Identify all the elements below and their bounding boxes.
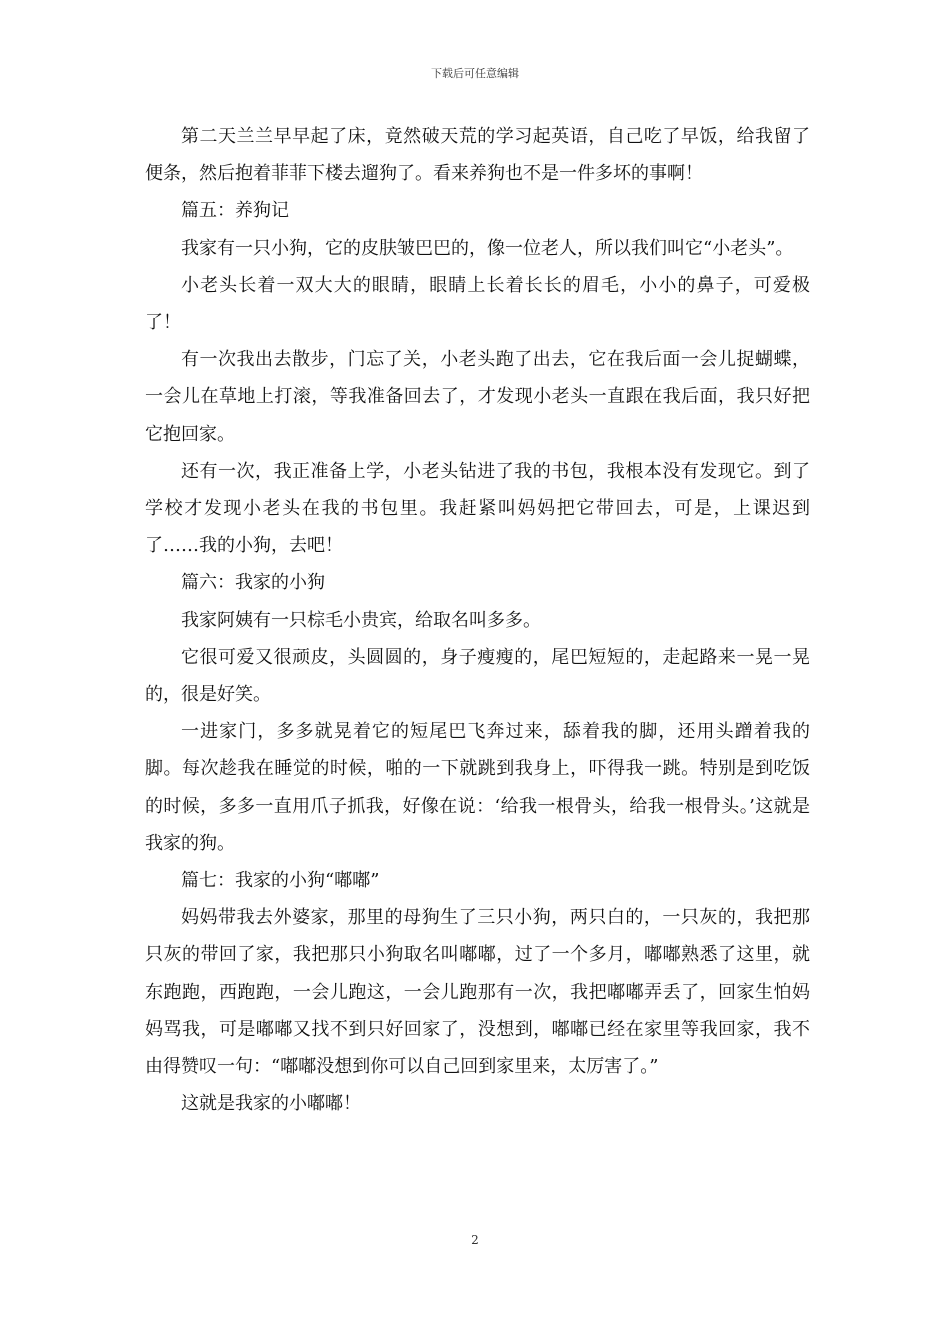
page-header: 下载后可任意编辑 [431, 67, 519, 80]
paragraph: 这就是我家的小嘟嘟！ [181, 1093, 361, 1115]
section-heading-7: 篇七：我家的小狗“嘟嘟” [181, 870, 380, 892]
document-body [145, 118, 810, 1122]
paragraph: 我家有一只小狗，它的皮肤皱巴巴的，像一位老人，所以我们叫它“小老头”。 [181, 237, 794, 259]
paragraph: 有一次我出去散步，门忘了关，小老头跑了出去，它在我后面一会儿捉蝴蝶，一会儿在草地上打滚，等我准备回去了，才发现小老头一直跟在我后面，我只好把它抱回家。 [145, 349, 810, 445]
paragraph: 一进家门，多多就晃着它的短尾巴飞奔过来，舔着我的脚，还用头蹭着我的脚。每次趁我在睡觉的时候，啪的一下就跳到我身上，吓得我一跳。特别是到吃饭的时候，多多一直用爪子抓我，好像在说：‘给我一根骨头，给我一根骨头。’这就是我家的狗。 [145, 721, 810, 854]
paragraph: 我家阿姨有一只棕毛小贵宾，给取名叫多多。 [181, 609, 541, 631]
paragraph: 妈妈带我去外婆家，那里的母狗生了三只小狗，两只白的，一只灰的，我把那只灰的带回了家，我把那只小狗取名叫嘟嘟，过了一个多月，嘟嘟熟悉了这里，就东跑跑，西跑跑，一会儿跑这，一会儿跑那有一次，我把嘟嘟弄丢了，回家生怕妈妈骂我，可是嘟嘟又找不到只好回家了，没想到，嘟嘟已经在家里等我回家，我不由得赞叹一句：“嘟嘟没想到你可以自己回到家里来，太厉害了。” [145, 907, 810, 1078]
paragraph: 小老头长着一双大大的眼睛，眼睛上长着长长的眉毛，小小的鼻子，可爱极了！ [145, 274, 810, 334]
section-heading-5: 篇五：养狗记 [181, 200, 289, 222]
page-number: 2 [471, 1233, 479, 1247]
paragraph: 第二天兰兰早早起了床，竟然破天荒的学习起英语，自己吃了早饭，给我留了便条，然后抱着菲菲下楼去遛狗了。看来养狗也不是一件多坏的事啊！ [145, 126, 810, 185]
paragraph: 它很可爱又很顽皮，头圆圆的，身子瘦瘦的，尾巴短短的，走起路来一晃一晃的，很是好笑。 [145, 646, 810, 706]
paragraph: 还有一次，我正准备上学，小老头钻进了我的书包，我根本没有发现它。到了学校才发现小老头在我的书包里。我赶紧叫妈妈把它带回去，可是，上课迟到了……我的小狗，去吧！ [145, 460, 810, 557]
section-heading-6: 篇六：我家的小狗 [181, 572, 325, 594]
